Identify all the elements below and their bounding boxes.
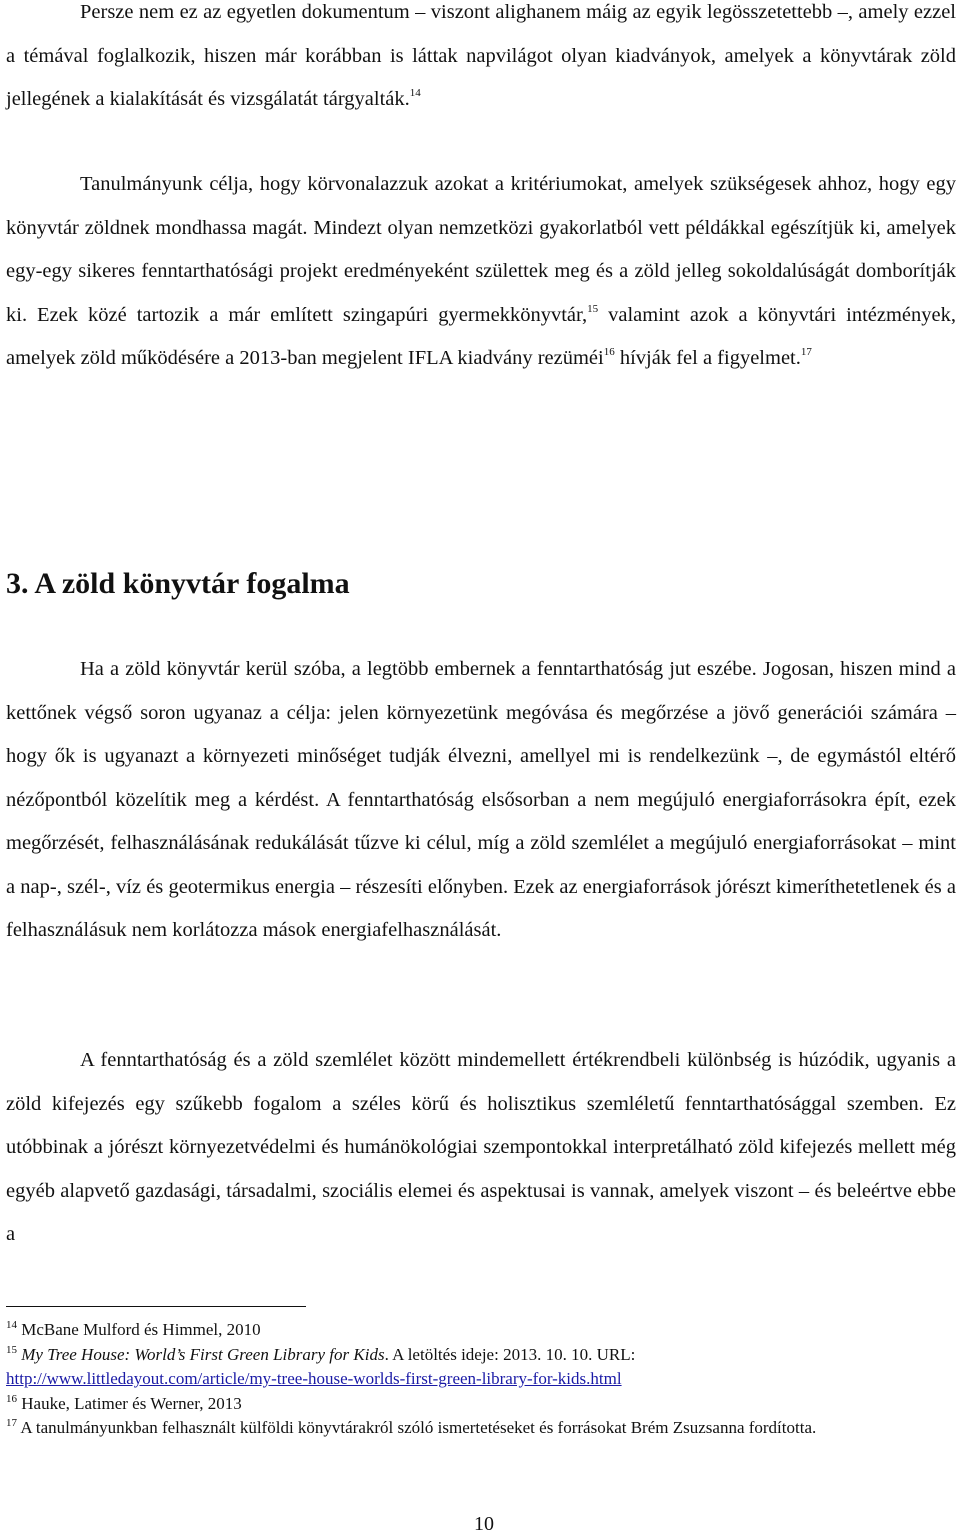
footnote-17: $^{17}$ A tanulmányunkban felhasznált külföldi könyvtárakról szóló ismertetéseket és forrásokat Brém Zsuzsanna fordította. bbox=[6, 1417, 817, 1437]
footnote-16: $^{16}$ Hauke, Latimer és Werner, 2013 bbox=[6, 1392, 242, 1413]
paragraph-1-text: Persze nem ez az egyetlen dokumentum – viszont alighanem máig az egyik legösszetettebb –, amely ezzel a témával foglalkozik, hiszen már korábban is láttak napvilágot olyan kiadványok, amelyek a könyvtárak zöld jellegének a kialakítását és vizsgálatát tárgyalták. bbox=[6, 1, 956, 110]
paragraph-1 bbox=[6, 0, 956, 122]
footnote-15-link[interactable]: http://www.littledayout.com/article/my-tree-house-worlds-first-green-library-for-kids.html bbox=[6, 1369, 622, 1388]
page-number: 10 bbox=[474, 1513, 494, 1535]
paragraph-2-text-c: hívják fel a figyelmet. bbox=[614, 347, 801, 369]
footnote-separator bbox=[6, 1306, 306, 1307]
paragraph-3-text: Ha a zöld könyvtár kerül szóba, a legtöbb embernek a fenntarthatóság jut eszébe. Jogosan, hiszen mind a kettőnek végső soron ugyanaz a célja: jelen környezetünk megóvása és megőrzése a jövő generációi számára – hogy ők is ugyanazt a környezeti minőséget tudják élvezni, amellyel mi is rendelkezünk –, de egymástól eltérő nézőpontból közelítik meg a kérdést. A fenntarthatóság elsősorban a nem megújuló energiaforrásokra épít, ezek megőrzését, felhasználásának redukálását tűzve ki célul, míg a zöld szemlélet a megújuló energiaforrásokat – mint a nap-, szél-, víz és geotermikus energia – részesíti előnyben. Ezek az energiaforrások jórészt kimeríthetetlenek és a felhasználásuk nem korlátozza mások energiafelhasználását. bbox=[6, 658, 956, 941]
paragraph-2-text-a: Tanulmányunk célja, hogy körvonalazzuk azokat a kritériumokat, amelyek szükségesek ahhoz, hogy egy könyvtár zöldnek mondhassa magát. Mindezt olyan nemzetközi gyakorlatból vett példákkal egészítjük ki, amelyek egy-egy sikeres fenntarthatósági projekt eredményeként születtek meg és a zöld jelleg sokoldalúságát domborítják ki. Ezek közé tartozik a már említett szingapúri gyermekkönyvtár, bbox=[6, 173, 956, 326]
footnote-15-title: My Tree House: World’s First Green Library for Kids bbox=[21, 1344, 385, 1364]
footnote-ref-14[interactable]: 14 bbox=[409, 87, 421, 99]
paragraph-2 bbox=[6, 163, 956, 381]
section-heading: 3. A zöld könyvtár fogalma bbox=[6, 567, 350, 600]
footnote-ref-16[interactable]: 16 bbox=[603, 346, 615, 358]
footnote-ref-15[interactable]: 15 bbox=[587, 302, 599, 315]
paragraph-2-text-b: valamint azok a könyvtári intézmények, amelyek zöld működésére a 2013-ban megjelent IFLA kiadvány rezüméi bbox=[6, 303, 957, 369]
footnote-ref-17[interactable]: 17 bbox=[800, 346, 812, 358]
paragraph-4 bbox=[6, 1039, 956, 1257]
footnote-14: $^{14}$ McBane Mulford és Himmel, 2010 bbox=[6, 1319, 261, 1339]
footnote-15: $^{15}$ My Tree House: World’s First Green Library for Kids. A letöltés ideje: 2013. 10. 10. URL: http://www.littledayout.com/article/my-tree-house-worlds-first-green-library-for-kids.html bbox=[6, 1343, 636, 1388]
paragraph-3 bbox=[6, 648, 956, 953]
footnotes bbox=[6, 1318, 956, 1441]
paragraph-4-text: A fenntarthatóság és a zöld szemlélet között mindemellett értékrendbeli különbség is húzódik, ugyanis a zöld kifejezés egy szűkebb fogalom a széles körű és holisztikus szemléletű fenntarthatósággal szemben. Ez utóbbinak a jórészt környezetvédelmi és humánökológiai szempontokkal interpretálható zöld kifejezés mellett még egyéb alapvető gazdasági, társadalmi, szociális elemei és aspektusai is vannak, amelyek viszont – és beleértve ebbe a bbox=[6, 1049, 956, 1245]
